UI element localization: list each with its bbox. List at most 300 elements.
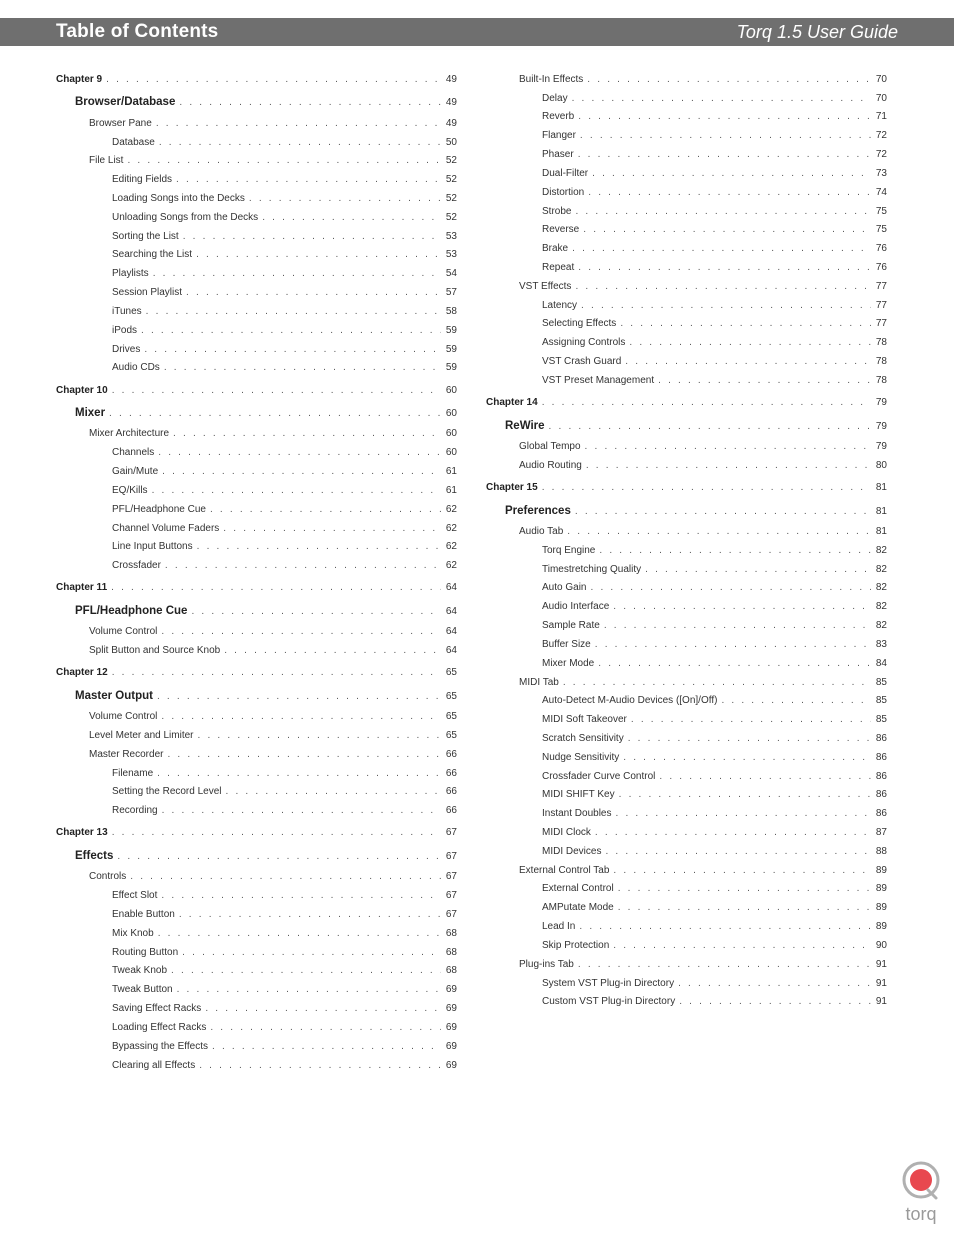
toc-entry-label: Built-In Effects: [519, 74, 584, 85]
toc-entry-page: 69: [445, 1003, 457, 1014]
dot-leader: [144, 343, 441, 356]
toc-entry-label: Chapter 11: [56, 582, 108, 593]
toc-entry-bypassing-the-effects[interactable]: [56, 1040, 457, 1053]
toc-entry-page: 70: [875, 74, 887, 85]
toc-entry-midi-clock[interactable]: [486, 826, 887, 839]
dot-leader: [575, 280, 871, 293]
toc-entry-label: Enable Button: [112, 909, 175, 920]
toc-entry-midi-shift-key[interactable]: [486, 788, 887, 801]
dot-leader: [162, 804, 441, 817]
toc-entry-torq-engine[interactable]: [486, 544, 887, 557]
toc-entry-rewire[interactable]: [486, 420, 887, 433]
toc-entry-database[interactable]: [56, 136, 457, 149]
toc-entry-tweak-knob[interactable]: [56, 964, 457, 977]
toc-entry-repeat[interactable]: [486, 261, 887, 274]
toc-entry-filename[interactable]: [56, 767, 457, 780]
dot-leader: [679, 995, 871, 1008]
toc-entry-loading-songs-into-the-decks[interactable]: [56, 192, 457, 205]
toc-entry-label: Browser/Database: [75, 96, 176, 108]
dot-leader: [161, 710, 441, 723]
toc-entry-label: iPods: [112, 325, 138, 336]
toc-entry-label: Flanger: [542, 130, 576, 141]
toc-entry-page: 62: [445, 541, 457, 552]
dot-leader: [165, 559, 441, 572]
guide-title: Torq 1.5 User Guide: [736, 22, 898, 42]
toc-entry-assigning-controls[interactable]: [486, 336, 887, 349]
toc-entry-page: 64: [445, 626, 457, 637]
toc-entry-page: 78: [875, 356, 887, 367]
toc-entry-page: 65: [445, 667, 457, 678]
toc-entry-label: MIDI Soft Takeover: [542, 714, 627, 725]
toc-entry-browser-database[interactable]: [56, 96, 457, 109]
dot-leader: [575, 205, 871, 218]
toc-entry-master-recorder[interactable]: [56, 748, 457, 761]
dot-leader: [631, 713, 871, 726]
toc-entry-skip-protection[interactable]: [486, 939, 887, 952]
toc-entry-label: MIDI SHIFT Key: [542, 789, 615, 800]
dot-leader: [198, 729, 442, 742]
toc-entry-vst-effects[interactable]: [486, 280, 887, 293]
toc-entry-setting-the-record-level[interactable]: [56, 785, 457, 798]
toc-entry-page: 86: [875, 752, 887, 763]
toc-entry-label: Dual-Filter: [542, 168, 589, 179]
toc-entry-phaser[interactable]: [486, 148, 887, 161]
toc-entry-level-meter-and-limiter[interactable]: [56, 729, 457, 742]
dot-leader: [604, 619, 871, 632]
toc-entry-built-in-effects[interactable]: [486, 73, 887, 86]
dot-leader: [620, 317, 871, 330]
toc-entry-label: Level Meter and Limiter: [89, 730, 194, 741]
toc-entry-routing-button[interactable]: [56, 946, 457, 959]
toc-entry-page: 65: [445, 711, 457, 722]
toc-entry-dual-filter[interactable]: [486, 167, 887, 180]
dot-leader: [197, 540, 441, 553]
dot-leader: [567, 525, 871, 538]
dot-leader: [171, 964, 441, 977]
toc-entry-selecting-effects[interactable]: [486, 317, 887, 330]
toc-entry-page: 54: [445, 268, 457, 279]
toc-entry-label: Strobe: [542, 206, 572, 217]
toc-entry-page: 52: [445, 155, 457, 166]
toc-entry-page: 77: [875, 300, 887, 311]
dot-leader: [592, 167, 871, 180]
toc-entry-label: VST Crash Guard: [542, 356, 622, 367]
toc-entry-itunes[interactable]: [56, 305, 457, 318]
toc-entry-editing-fields[interactable]: [56, 173, 457, 186]
toc-entry-chapter-9[interactable]: [56, 73, 457, 86]
toc-entry-midi-soft-takeover[interactable]: [486, 713, 887, 726]
toc-entry-buffer-size[interactable]: [486, 638, 887, 651]
toc-entry-page: 72: [875, 130, 887, 141]
toc-entry-external-control[interactable]: [486, 882, 887, 895]
dot-leader: [590, 581, 871, 594]
toc-entry-strobe[interactable]: [486, 205, 887, 218]
toc-entry-page: 79: [875, 441, 887, 452]
dot-leader: [153, 267, 441, 280]
toc-entry-label: Chapter 14: [486, 397, 538, 408]
toc-entry-label: Lead In: [542, 921, 576, 932]
toc-entry-label: Volume Control: [89, 711, 158, 722]
toc-entry-page: 69: [445, 984, 457, 995]
toc-entry-label: Unloading Songs from the Decks: [112, 212, 259, 223]
toc-entry-page: 73: [875, 168, 887, 179]
dot-leader: [579, 920, 871, 933]
toc-entry-sorting-the-list[interactable]: [56, 230, 457, 243]
dot-leader: [619, 788, 871, 801]
toc-entry-label: Routing Button: [112, 947, 179, 958]
toc-entry-clearing-all-effects[interactable]: [56, 1059, 457, 1072]
toc-entry-label: Database: [112, 137, 155, 148]
toc-entry-page: 66: [445, 749, 457, 760]
toc-entry-chapter-11[interactable]: [56, 581, 457, 594]
toc-entry-effect-slot[interactable]: [56, 889, 457, 902]
logo-text: torq: [905, 1204, 937, 1224]
toc-entry-label: Effects: [75, 850, 114, 862]
dot-leader: [179, 908, 441, 921]
toc-entry-label: Volume Control: [89, 626, 158, 637]
dot-leader: [226, 785, 441, 798]
toc-entry-crossfader[interactable]: [56, 559, 457, 572]
toc-entry-page: 87: [875, 827, 887, 838]
dot-leader: [599, 544, 871, 557]
toc-entry-searching-the-list[interactable]: [56, 248, 457, 261]
toc-entry-page: 86: [875, 808, 887, 819]
toc-entry-crossfader-curve-control[interactable]: [486, 770, 887, 783]
toc-entry-chapter-15[interactable]: [486, 481, 887, 494]
torq-logo: [898, 1160, 944, 1224]
toc-entry-label: Chapter 10: [56, 385, 108, 396]
toc-entry-page: 59: [445, 344, 457, 355]
toc-entry-amputate-mode[interactable]: [486, 901, 887, 914]
toc-entry-page: 61: [445, 485, 457, 496]
toc-entry-master-output[interactable]: [56, 690, 457, 703]
toc-entry-split-button-and-source-knob[interactable]: [56, 644, 457, 657]
toc-entry-volume-control[interactable]: [56, 710, 457, 723]
toc-entry-chapter-12[interactable]: [56, 666, 457, 679]
toc-entry-label: Phaser: [542, 149, 574, 160]
toc-entry-reverse[interactable]: [486, 223, 887, 236]
dot-leader: [164, 361, 441, 374]
toc-entry-audio-cds[interactable]: [56, 361, 457, 374]
toc-entry-effects[interactable]: [56, 850, 457, 863]
toc-entry-auto-detect-m-audio-devices-on-off[interactable]: [486, 694, 887, 707]
toc-entry-label: Chapter 15: [486, 482, 538, 493]
toc-entry-page: 78: [875, 375, 887, 386]
toc-entry-page: 82: [875, 564, 887, 575]
dot-leader: [159, 136, 441, 149]
toc-entry-nudge-sensitivity[interactable]: [486, 751, 887, 764]
toc-entry-browser-pane[interactable]: [56, 117, 457, 130]
dot-leader: [152, 484, 441, 497]
dot-leader: [585, 440, 871, 453]
toc-entry-page: 89: [875, 865, 887, 876]
toc-entry-reverb[interactable]: [486, 110, 887, 123]
toc-entry-auto-gain[interactable]: [486, 581, 887, 594]
toc-entry-flanger[interactable]: [486, 129, 887, 142]
toc-entry-gain-mute[interactable]: [56, 465, 457, 478]
toc-entry-label: MIDI Clock: [542, 827, 591, 838]
toc-entry-unloading-songs-from-the-decks[interactable]: [56, 211, 457, 224]
toc-entry-page: 86: [875, 771, 887, 782]
toc-entry-label: Nudge Sensitivity: [542, 752, 620, 763]
dot-leader: [212, 1040, 441, 1053]
toc-entry-scratch-sensitivity[interactable]: [486, 732, 887, 745]
toc-entry-label: Tweak Button: [112, 984, 173, 995]
toc-entry-page: 85: [875, 714, 887, 725]
toc-entry-page: 89: [875, 883, 887, 894]
toc-entry-midi-tab[interactable]: [486, 676, 887, 689]
toc-entry-page: 52: [445, 212, 457, 223]
toc-entry-page: 60: [445, 385, 457, 396]
toc-entry-preferences[interactable]: [486, 505, 887, 518]
toc-entry-audio-routing[interactable]: [486, 459, 887, 472]
toc-entry-plug-ins-tab[interactable]: [486, 958, 887, 971]
toc-entry-label: Channels: [112, 447, 155, 458]
dot-leader: [575, 505, 871, 518]
toc-entry-page: 62: [445, 560, 457, 571]
dot-leader: [586, 459, 871, 472]
toc-entry-chapter-14[interactable]: [486, 396, 887, 409]
toc-entry-external-control-tab[interactable]: [486, 864, 887, 877]
dot-leader: [623, 751, 871, 764]
dot-leader: [580, 129, 871, 142]
toc-entry-page: 81: [875, 526, 887, 537]
toc-entry-page: 76: [875, 262, 887, 273]
toc-entry-mix-knob[interactable]: [56, 927, 457, 940]
toc-entry-page: 75: [875, 224, 887, 235]
toc-entry-chapter-13[interactable]: [56, 826, 457, 839]
toc-entry-label: Chapter 13: [56, 827, 108, 838]
dot-leader: [618, 882, 871, 895]
toc-entry-page: 79: [875, 421, 887, 432]
toc-entry-label: EQ/Kills: [112, 485, 148, 496]
toc-entry-loading-effect-racks[interactable]: [56, 1021, 457, 1034]
toc-entry-label: Master Recorder: [89, 749, 164, 760]
toc-entry-label: Gain/Mute: [112, 466, 159, 477]
toc-entry-latency[interactable]: [486, 299, 887, 312]
toc-entry-page: 60: [445, 408, 457, 419]
dot-leader: [583, 223, 871, 236]
dot-leader: [587, 73, 871, 86]
toc-entry-page: 65: [445, 730, 457, 741]
toc-entry-page: 70: [875, 93, 887, 104]
toc-entry-channel-volume-faders[interactable]: [56, 522, 457, 535]
toc-entry-label: Mix Knob: [112, 928, 154, 939]
toc-entry-page: 53: [445, 231, 457, 242]
dot-leader: [161, 625, 441, 638]
toc-entry-brake[interactable]: [486, 242, 887, 255]
dot-leader: [616, 807, 872, 820]
toc-entry-label: Session Playlist: [112, 287, 183, 298]
toc-entry-page: 66: [445, 786, 457, 797]
toc-entry-label: Sample Rate: [542, 620, 600, 631]
toc-entry-custom-vst-plug-in-directory[interactable]: [486, 995, 887, 1008]
dot-leader: [199, 1059, 441, 1072]
toc-entry-label: Setting the Record Level: [112, 786, 222, 797]
toc-entry-midi-devices[interactable]: [486, 845, 887, 858]
toc-entry-tweak-button[interactable]: [56, 983, 457, 996]
toc-entry-page: 81: [875, 506, 887, 517]
toc-entry-page: 67: [445, 827, 457, 838]
toc-entry-chapter-10[interactable]: [56, 384, 457, 397]
dot-leader: [173, 427, 441, 440]
toc-entry-label: Editing Fields: [112, 174, 173, 185]
toc-entry-lead-in[interactable]: [486, 920, 887, 933]
toc-entry-label: AMPutate Mode: [542, 902, 614, 913]
toc-entry-channels[interactable]: [56, 446, 457, 459]
toc-entry-label: PFL/Headphone Cue: [112, 504, 206, 515]
dot-leader: [156, 117, 441, 130]
toc-entry-label: Audio Tab: [519, 526, 564, 537]
toc-entry-page: 89: [875, 902, 887, 913]
dot-leader: [595, 638, 871, 651]
dot-leader: [542, 396, 871, 409]
toc-entry-page: 67: [445, 909, 457, 920]
toc-entry-label: Custom VST Plug-in Directory: [542, 996, 676, 1007]
toc-entry-page: 53: [445, 249, 457, 260]
toc-entry-timestretching-quality[interactable]: [486, 563, 887, 576]
toc-entry-audio-tab[interactable]: [486, 525, 887, 538]
dot-leader: [613, 600, 871, 613]
dot-leader: [262, 211, 441, 224]
dot-leader: [157, 767, 441, 780]
toc-entry-label: Torq Engine: [542, 545, 596, 556]
toc-entry-recording[interactable]: [56, 804, 457, 817]
toc-entry-label: Recording: [112, 805, 158, 816]
toc-entry-page: 72: [875, 149, 887, 160]
dot-leader: [177, 983, 441, 996]
toc-entry-pfl-headphone-cue[interactable]: [56, 605, 457, 618]
toc-entry-label: MIDI Tab: [519, 677, 559, 688]
toc-entry-label: PFL/Headphone Cue: [75, 605, 188, 617]
toc-entry-playlists[interactable]: [56, 267, 457, 280]
toc-entry-label: Crossfader Curve Control: [542, 771, 656, 782]
toc-entry-label: Browser Pane: [89, 118, 152, 129]
toc-entry-page: 60: [445, 447, 457, 458]
dot-leader: [146, 305, 441, 318]
toc-entry-page: 71: [875, 111, 887, 122]
toc-entry-label: Reverse: [542, 224, 580, 235]
toc-entry-page: 74: [875, 187, 887, 198]
toc-entry-page: 82: [875, 601, 887, 612]
toc-entry-drives[interactable]: [56, 343, 457, 356]
toc-entry-page: 49: [445, 97, 457, 108]
toc-entry-label: Mixer Architecture: [89, 428, 170, 439]
toc-entry-page: 68: [445, 965, 457, 976]
toc-entry-label: Audio Interface: [542, 601, 610, 612]
toc-entry-label: Brake: [542, 243, 569, 254]
toc-entry-pfl-headphone-cue[interactable]: [56, 503, 457, 516]
toc-entry-page: 82: [875, 620, 887, 631]
toc-entry-label: Effect Slot: [112, 890, 158, 901]
dot-leader: [109, 407, 441, 420]
dot-leader: [130, 870, 441, 883]
toc-entry-enable-button[interactable]: [56, 908, 457, 921]
toc-entry-session-playlist[interactable]: [56, 286, 457, 299]
dot-leader: [191, 605, 441, 618]
toc-entry-label: VST Preset Management: [542, 375, 655, 386]
toc-entry-page: 69: [445, 1022, 457, 1033]
toc-entry-page: 65: [445, 691, 457, 702]
toc-entry-page: 67: [445, 890, 457, 901]
toc-entry-system-vst-plug-in-directory[interactable]: [486, 977, 887, 990]
dot-leader: [572, 92, 871, 105]
toc-entry-mixer-architecture[interactable]: [56, 427, 457, 440]
toc-entry-audio-interface[interactable]: [486, 600, 887, 613]
dot-leader: [141, 324, 441, 337]
toc-entry-file-list[interactable]: [56, 154, 457, 167]
toc-entry-label: System VST Plug-in Directory: [542, 978, 675, 989]
page-title: Table of Contents: [56, 21, 219, 42]
toc-entry-sample-rate[interactable]: [486, 619, 887, 632]
toc-entry-page: 69: [445, 1041, 457, 1052]
dot-leader: [157, 690, 441, 703]
dot-leader: [542, 481, 871, 494]
toc-entry-label: Plug-ins Tab: [519, 959, 574, 970]
toc-entry-controls[interactable]: [56, 870, 457, 883]
toc-entry-saving-effect-racks[interactable]: [56, 1002, 457, 1015]
toc-entry-label: iTunes: [112, 306, 142, 317]
dot-leader: [210, 1021, 441, 1034]
toc-entry-page: 80: [875, 460, 887, 471]
dot-leader: [127, 154, 441, 167]
toc-entry-label: Timestretching Quality: [542, 564, 642, 575]
toc-entry-instant-doubles[interactable]: [486, 807, 887, 820]
toc-entry-mixer[interactable]: [56, 407, 457, 420]
toc-entry-distortion[interactable]: [486, 186, 887, 199]
toc-entry-eq-kills[interactable]: [56, 484, 457, 497]
toc-entry-label: Sorting the List: [112, 231, 179, 242]
toc-entry-page: 85: [875, 695, 887, 706]
dot-leader: [572, 242, 871, 255]
toc-entry-label: External Control Tab: [519, 865, 610, 876]
toc-entry-line-input-buttons[interactable]: [56, 540, 457, 553]
toc-entry-global-tempo[interactable]: [486, 440, 887, 453]
toc-entry-page: 78: [875, 337, 887, 348]
toc-entry-page: 88: [875, 846, 887, 857]
toc-entry-vst-crash-guard[interactable]: [486, 355, 887, 368]
dot-leader: [629, 336, 871, 349]
toc-entry-mixer-mode[interactable]: [486, 657, 887, 670]
dot-leader: [645, 563, 871, 576]
toc-entry-volume-control[interactable]: [56, 625, 457, 638]
dot-leader: [223, 522, 441, 535]
toc-entry-label: Distortion: [542, 187, 585, 198]
dot-leader: [249, 192, 441, 205]
toc-entry-page: 52: [445, 174, 457, 185]
dot-leader: [678, 977, 871, 990]
toc-entry-label: Chapter 9: [56, 74, 103, 85]
toc-entry-vst-preset-management[interactable]: [486, 374, 887, 387]
toc-entry-page: 60: [445, 428, 457, 439]
dot-leader: [176, 173, 441, 186]
dot-leader: [112, 666, 441, 679]
toc-entry-page: 75: [875, 206, 887, 217]
toc-entry-page: 82: [875, 545, 887, 556]
toc-entry-ipods[interactable]: [56, 324, 457, 337]
dot-leader: [578, 261, 871, 274]
toc-entry-page: 85: [875, 677, 887, 688]
toc-entry-page: 86: [875, 789, 887, 800]
dot-leader: [721, 694, 871, 707]
dot-leader: [588, 186, 871, 199]
dot-leader: [595, 826, 871, 839]
toc-entry-page: 76: [875, 243, 887, 254]
toc-entry-page: 59: [445, 325, 457, 336]
toc-entry-label: Skip Protection: [542, 940, 610, 951]
toc-entry-delay[interactable]: [486, 92, 887, 105]
toc-entry-label: Delay: [542, 93, 568, 104]
